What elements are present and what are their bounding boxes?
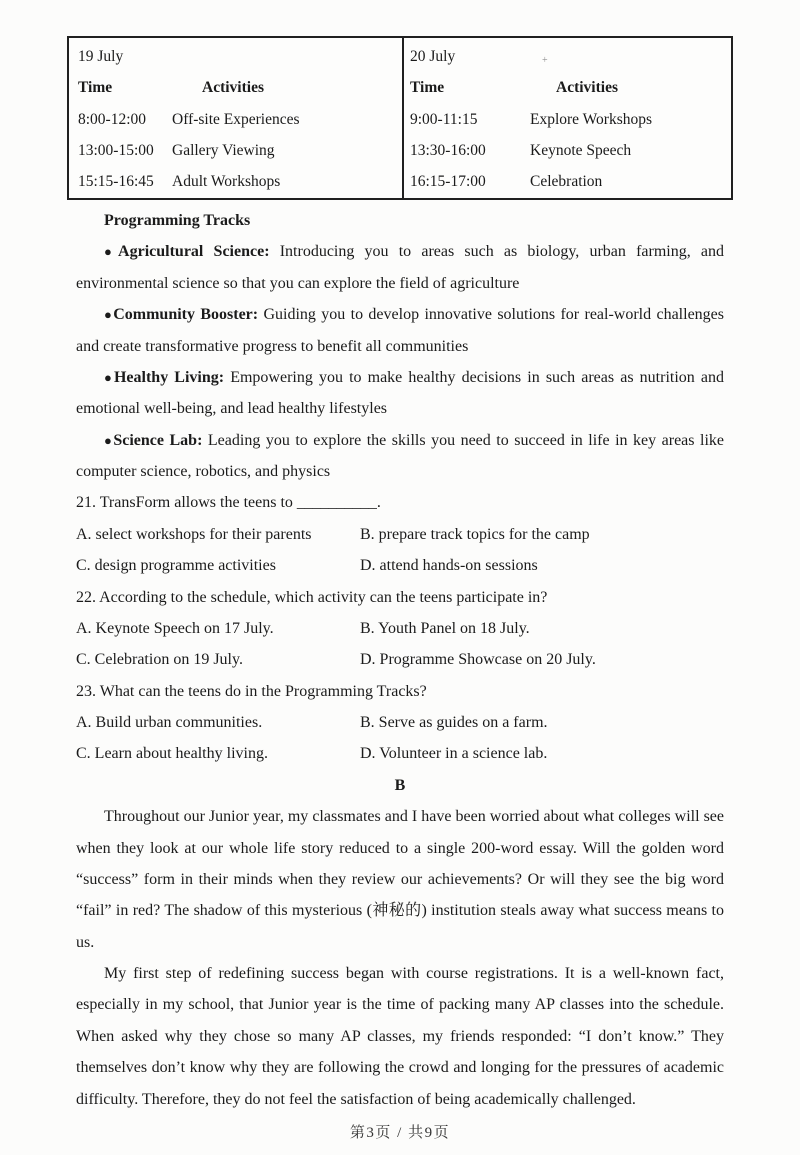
schedule-row: [78, 104, 394, 135]
question-23-stem: 23. What can the teens do in the Programming Tracks?: [76, 682, 427, 700]
body-paragraph-2: My first step of redefining success began with course registrations. It is a well-known fact, especially in my school, that Junior year is the time of packing many AP classes into the schedule. When asked why they chose so many AP classes, my friends responded: “I don’t know.” They themselves don’t know why they are following the crowd and longing for the pressures of academic difficulty. Therefore, they do not feel the satisfaction of being academically challenged.: [76, 965, 724, 1108]
schedule-row: [410, 135, 723, 166]
question-23-option-a: A. Build urban communities.: [76, 714, 263, 731]
activity-cell: Explore Workshops: [530, 110, 653, 128]
time-cell: 9:00-11:15: [410, 110, 478, 128]
activities-header: Activities: [202, 79, 264, 97]
body-paragraph-1: Throughout our Junior year, my classmates and I have been worried about what colleges will see when they look at our whole life story reduced to a single 200-word essay. Will the golden word “success” form in their minds when they review our achievements? Or will they see the big word “fail” in red? The shadow of this mysterious (神秘的) institution steals away what success means to us.: [76, 808, 724, 951]
question-23-option-c: C. Learn about healthy living.: [76, 745, 268, 763]
question-22-stem: 22. According to the schedule, which activity can the teens participate in?: [76, 588, 548, 606]
day-date: 19 July: [78, 48, 124, 65]
track-desc: Guiding you to develop innovative solutions for real-world challenges and create transformative progress to benefit all communities: [76, 306, 725, 355]
track-desc: Leading you to explore the skills you need to succeed in life in key areas like computer science, robotics, and physics: [76, 431, 725, 480]
question-21-option-c: C. design programme activities: [76, 557, 276, 575]
question-23-option-b: B. Serve as guides on a farm.: [360, 714, 548, 731]
day-date: 20 July: [410, 48, 456, 65]
time-cell: 13:30-16:00: [410, 141, 486, 159]
question-21-options-row-1: [76, 519, 724, 550]
question-21-stem: 21. TransForm allows the teens to __________.: [76, 494, 381, 512]
question-23-options-row-2: [76, 738, 724, 769]
question-21-option-a: A. select workshops for their parents: [76, 525, 312, 543]
question-21-option-b: B. prepare track topics for the camp: [360, 525, 590, 543]
track-item-healthy-living: [76, 362, 724, 425]
schedule-table: [67, 36, 733, 200]
activity-cell: Adult Workshops: [172, 173, 281, 191]
page-footer: 第3页 / 共9页: [349, 1124, 451, 1141]
schedule-header-row: [410, 72, 723, 103]
question-22-option-a: A. Keynote Speech on 17 July.: [76, 619, 274, 637]
schedule-row: [78, 166, 394, 197]
track-name: Healthy Living:: [113, 368, 225, 386]
activity-cell: Off-site Experiences: [172, 110, 300, 128]
activity-cell: Keynote Speech: [530, 141, 632, 159]
schedule-row: [410, 104, 723, 135]
time-cell: 16:15-17:00: [410, 173, 486, 191]
activities-header: Activities: [556, 79, 618, 97]
track-name: Community Booster:: [113, 306, 259, 324]
time-cell: 8:00-12:00: [78, 110, 147, 128]
track-item-community-booster: [76, 299, 724, 362]
question-23-option-d: D. Volunteer in a science lab.: [360, 745, 548, 763]
schedule-day-column-19july: [69, 38, 402, 198]
bullet-icon: ●: [104, 244, 119, 260]
page-top-mark: +: [542, 55, 548, 66]
bullet-icon: ●: [104, 432, 114, 448]
question-21-option-d: D. attend hands-on sessions: [360, 557, 538, 575]
track-item-agricultural-science: [76, 236, 724, 299]
question-22-options-row-1: [76, 613, 724, 644]
question-22-option-c: C. Celebration on 19 July.: [76, 651, 243, 669]
track-name: Agricultural Science:: [118, 243, 270, 261]
activity-cell: Gallery Viewing: [172, 141, 275, 159]
question-22-option-b: B. Youth Panel on 18 July.: [360, 619, 530, 637]
track-item-science-lab: [76, 425, 724, 488]
bullet-icon: ●: [104, 369, 114, 385]
question-21-options-row-2: [76, 550, 724, 581]
schedule-header-row: [78, 72, 394, 103]
track-name: Science Lab:: [113, 431, 203, 449]
bullet-icon: ●: [104, 307, 114, 323]
question-22-options-row-2: [76, 644, 724, 675]
time-cell: 15:15-16:45: [78, 173, 154, 191]
tracks-heading: Programming Tracks: [104, 212, 251, 229]
activity-cell: Celebration: [530, 173, 603, 191]
schedule-row: [410, 166, 723, 197]
question-22-option-d: D. Programme Showcase on 20 July.: [360, 651, 596, 669]
time-cell: 13:00-15:00: [78, 141, 154, 159]
time-header: Time: [78, 79, 113, 97]
track-desc: Introducing you to areas such as biology, urban farming, and environmental science so that you can explore the field of agriculture: [76, 243, 725, 292]
schedule-row: [78, 135, 394, 166]
schedule-day-column-20july: [402, 38, 731, 198]
track-desc: Empowering you to make healthy decisions in such areas as nutrition and emotional well-being, and lead healthy lifestyles: [76, 368, 724, 418]
time-header: Time: [410, 79, 445, 97]
question-23-options-row-1: [76, 707, 724, 738]
exam-body: [76, 205, 724, 1115]
section-b-label: B: [394, 776, 406, 794]
